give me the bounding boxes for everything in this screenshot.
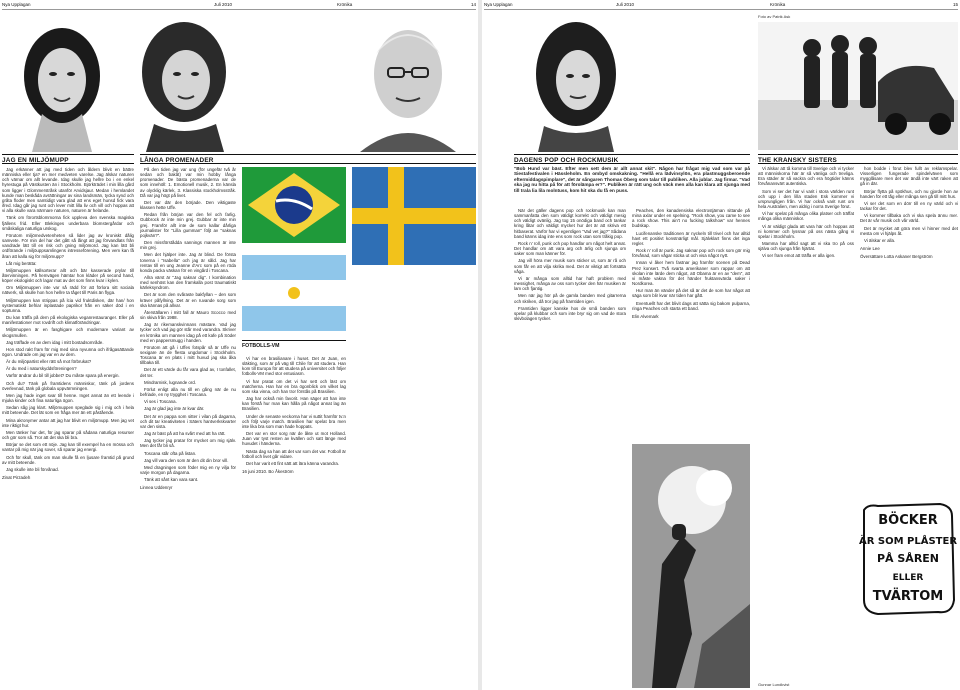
byline: Elin Alvemark — [632, 313, 659, 319]
section-heading: THE KRANSKY SISTERS — [758, 156, 837, 164]
body-paragraph: När det gäller dagens pop och rockmusik kan man sammanfatta den som väldigt korrekt och väldigt mesig och väldigt ovänlig. Jag tog 15 onödiga band och tankar kring låtar och väldigt mycket hur det är att skriva ett hitbaserat. Varför har vi egentligen "Vad vet jag?" Sådana band känns idag inte ens som rock utan som tråkig pop. — [514, 208, 626, 239]
column-text — [514, 208, 626, 688]
byline: Linnea Uddenryr — [140, 485, 173, 491]
body-paragraph: Vi kommer tillbaka och vi ska spela ännu mer. Det är vår musik och vår värld. — [860, 213, 958, 224]
body-paragraph: Nästa dag sa han att det var som det var. Fotboll är fotboll och livet går vidare. — [242, 448, 346, 459]
section-heading-bar — [758, 154, 958, 164]
column-text — [632, 208, 750, 438]
sign-text-line: PÅ SÅREN — [876, 552, 940, 565]
publication-name: Nya Upplagan — [484, 2, 513, 7]
body-paragraph: Jag är rikemanskvinnans mästare. Vad jag tycker och vad jag gör står med varandra. Skriver en krönika om mannen idag på ett kafe på Söder med en pappersmugg i handen. — [140, 322, 236, 343]
body-paragraph: Miljömuppen källsorterar allt och bär kasserade prylar till återvinningen. På hemvägen hämtar hon kläder på second hand, köper ekologiskt och lagar mat av det som finns kvar i kylen. — [2, 267, 134, 284]
lead-paragraph: "Bob Hund var bäst. Efter men sett dem är allt annat skit". Någon har frågat mig vad som var på Siestafestivalen i Hässleholm. En ombyd omskakning. "Hellå era lädvinsylön, era plastmuggsberoende eftermiddagspimplare", det är sångaren Thomas Öberg som talar till publiken. Alla jublar. Jag firmar. "Vad ska jag nu hitta på för att förolämpa er?". Publiken är rätt ung och väck men alla kan klara att sjunga med till trala lia lila molntuss, kom hit ska du få en puss. — [514, 166, 750, 193]
body-paragraph: Men jag hade inget svar till henne. Inget annat än ett leende i mjuka kinder och fina naturliga ögon. — [2, 392, 134, 404]
body-paragraph: Rock n' roll är punk. Jag saknar pop och rock som gör mig förvånad, som vågar sticka ut och visa något nytt. — [632, 248, 750, 259]
body-paragraph: Och för skull, tänk om man skulle få en ljusare framtid på grund av mitt beteende. — [2, 454, 134, 465]
body-paragraph: Men tänker hur det, för jag sparar på sådana naturliga resurser och gör som så. Tror att det ska bli bra. — [2, 429, 134, 441]
body-paragraph: Tänk om förortsblommorna fick uppleva den svenska magiska fjällens frid. Eller Blekinges underbara blomstergårdar och småskaliga naturliga urskog. — [2, 215, 134, 231]
column-text — [352, 356, 476, 688]
byline: 16 juni 2010. Bo Åkeström — [242, 468, 294, 474]
issue-date: Juli 2010 — [214, 2, 233, 7]
body-paragraph: Men när jag hör på de gamla banden med gitarrerna och skriken, då tror jag på framtiden igen. — [514, 293, 626, 304]
section-heading-bar — [140, 154, 476, 164]
body-paragraph: Vi ses i Toscana. — [144, 399, 177, 405]
body-paragraph: Och du? Tänk på framtidens människor, tänk på jordens överlevnad, tänk på globala uppvärmningen. — [2, 380, 134, 391]
body-paragraph: hon bodde i förut blev fullt av reklamspelar. Visserligen fungerade spindelväven som mygglåsare men det var ändå inte värt raken att gå in där. — [860, 166, 958, 187]
column-text — [860, 166, 958, 496]
sign-text-line: ELLER — [892, 573, 924, 583]
body-paragraph: Tänk att sånt kan vara sant. — [144, 477, 199, 483]
body-paragraph: Vi är många som alltid har haft problem med messighet, många av oss som tycker den här musiken är lam och fjantig. — [514, 275, 626, 292]
running-header-left — [2, 2, 476, 10]
body-paragraph: Med dragningen som föder mig en ny vilja för varje morgon på dagarna. — [140, 464, 236, 475]
fotbolls-heading: FOTBOLLS-VM — [242, 340, 346, 349]
body-paragraph: Toscana står ofta på listan. — [144, 450, 197, 456]
body-paragraph: Vi är väldigt glada att vara här och hoppas att ni kommer och lyssnar på oss nästa gång vi spelar i Stockholm. — [758, 223, 854, 239]
body-paragraph: Jag är glad jag inte är kvar där. — [144, 406, 205, 412]
body-paragraph: Framtiden ligger kanske hos de små banden som spelar på klubbar och som inte bryr sig om vad de stora skivbolagen tycker. — [514, 305, 626, 321]
byline: Zinat Pirzadeh — [2, 474, 31, 480]
concert-photo — [632, 444, 750, 688]
body-paragraph: Låt mig berätta: — [6, 260, 37, 266]
body-paragraph: Miljömuppen är en fasghigare och modernare variant av skogsmullen. — [2, 327, 134, 338]
band-photo — [758, 22, 958, 150]
body-paragraph: Varför ändrar du bil till jobbet? Du måste spara på energin. — [6, 373, 120, 379]
body-paragraph: Det är ett värde du får vara glad av, I tonfallet, det ter. — [140, 367, 236, 378]
running-header-right — [484, 2, 958, 10]
page-right — [482, 0, 960, 690]
body-paragraph: Rock n' roll, punk och pop handlar om något helt annat. Det handlar om att vara arg och ärlig och sjunga om saker som man känner för. — [514, 240, 626, 257]
body-paragraph: Förutom att gå i Uffes fotspår så är Uffe nu sexigare än de flesta ungdomar i Stockholm. Toscana är en plats i mitt huvud jag ska åka tillbaka till. — [140, 344, 236, 366]
sign-text-line: BÖCKER — [878, 513, 938, 528]
portrait-photo-2 — [124, 14, 240, 152]
body-paragraph: Börjar se det som ett nöje. Jag kan till exempel ha en mössa och vantar på mig när jag sover, så sparar jag energi. — [2, 442, 134, 453]
byline: Annie Lee — [860, 246, 880, 252]
page-number: 15 — [952, 2, 958, 7]
body-paragraph: Jag träffade en av dem idag i mitt bostadsområde. — [6, 339, 104, 345]
body-paragraph: Lucifenanske traditionen är nyckeln till trivel och har alltid havt ett positivt konstnärligt mål. Självklart finns det inga regler. — [632, 230, 750, 246]
body-paragraph: Det är en pappa som sitter i vilan på dagarna, och dit tar kreativiteten i Säters hantverkskvarter var den sista. — [140, 413, 236, 429]
body-paragraph: Börjar flytta på spökhus, och nu gjorde hon av handen för ett tåg eller många sen gå till mitt hus. — [860, 188, 958, 199]
section-heading: JAG EN MILJÖMUPP — [2, 156, 69, 164]
body-paragraph: Det var där den började. Den viktigaste klassen hette Uffe. — [140, 199, 236, 211]
body-paragraph: Är du miljöpartist eller rätt så mot förbrukat? — [6, 359, 92, 365]
section-heading: DAGENS POP OCH ROCKMUSIK — [514, 156, 619, 164]
body-paragraph: Eventuellt har det blivit dags att sätta sig bakom pulparna, ringa Peaches och starta ett band. — [632, 300, 750, 311]
body-paragraph: Allra värst är "Jag saknar dig". I kombination med senhöst kan den framkalla post traumatiskt kärleksyndrom. — [140, 274, 236, 291]
section-heading-bar — [2, 154, 134, 164]
body-paragraph: Som vi ser det har vi varit i stora världen runt och upp i den lilla staden Esk kommer vi ursprungligen från. Vi har också varit runt om hela Australien, men aldrig i norra Sverige förut. — [758, 188, 854, 210]
portrait-photo-1 — [2, 14, 122, 152]
handwritten-sign — [858, 500, 958, 622]
body-paragraph: Jag erkänner att jag med tiden och åldern blivit en bättre människa eller tja? en mer medveten varelse. Jag älskar naturen och värnar om allt levande. Idag skulle jag hellre bo i en enkel hyrestuga på Västkusten än i Stockholm. Björkträdet i min lilla gård som ligger i Glommerstråsk utanför Arvidsjaur. Medan i hemlandet kunde man beskåda avrättningar av sina landsmän, tycka synd och gråta floder men samtidigt vara glad att ens eget hunsd fick vara ifred. Idag går jag runt och lever mitt lilla liv och vill och hoppas att vi alla skulle vara närmare naturen, naturen är helande. — [2, 167, 134, 214]
body-paragraph: Under de senaste veckorna har vi suttit framför tv:n och följt varje match. Brasilien har spelat bra men inte lika bra som man hade hoppats. — [242, 413, 346, 429]
body-paragraph: Jag vill höra mer musik som sticker ut, som är rå och som får en att vilja skrika med. Det är viktigt att fortsätta våga. — [514, 258, 626, 274]
body-paragraph: Miljömuppen kan strippas på lcia vid fruktdisken, där han/ hon systematiskt befriar inplastade paprikor från en säker död i en soptunna. — [2, 297, 134, 313]
body-paragraph: Det har varit ett fint sätt att lära känna varandra. — [246, 460, 339, 466]
column-text — [242, 356, 346, 688]
issue-date: Juli 2010 — [616, 2, 635, 7]
photo-caption: Gunnar Lundkvist — [758, 682, 790, 687]
argentina-flag-icon — [242, 255, 346, 331]
body-paragraph: Jag har också min favorit. Han säger att han inte kan förstå hur man kan hålla på något annat lag än Brasilien. — [242, 396, 346, 412]
body-paragraph: Innan vi åker hem fastnar jag framför scenen på Dead Prez konsert. Två svarta amerikaner som rappar om att skolan inte lärde dem något, att Obama är en av "dem", att vi måste vakna för det händer fruktansvärda saker i Nordkorea. — [632, 260, 750, 287]
body-paragraph: Vi har pratat om det vi har sett och läst om matcherna. Han har en bra ögonblick om vilket lag som ska vinna, och han tror förstås på Brasilien. — [242, 378, 346, 394]
body-paragraph: Vi har en brasilianare i huset. Det är Juan, en släkting, som är på väg till Chile för att studera. Han kom till Europa för att studera på universitet och följer fotbolls-VM med stor entusiasm. — [242, 356, 346, 377]
body-paragraph: Återställaren i mitt fall är Mauro Scocco med sin skiva från 1988. — [140, 309, 236, 321]
body-paragraph: Förlut enligt alla nu till en gång när de nu befriade, en ny trygghet i Toscana. — [140, 386, 236, 398]
body-paragraph: Om Miljömuppen inte var så rädd för att förlora sitt sociala nätverk, så skulle hon hon hellre ta tåget till Paris än flyga. — [2, 285, 134, 296]
brazil-flag-icon — [242, 167, 346, 243]
translator-credit: Översättare Lotta Askaner Bergström — [860, 254, 933, 260]
body-paragraph: Redan från början var den fel och farlig. Gubbrock är inte min grej. Gubbar är inte min grej. Framför allt inte de som kallar dårliga journalister för "Lilla gumman" följt av "saknas pojkvän?". — [140, 212, 236, 238]
column-text — [2, 167, 134, 687]
sign-svg — [858, 500, 958, 622]
body-paragraph: Den missförstådda sannings mannen är inte min grej. — [140, 240, 236, 251]
body-paragraph: Vi har spelat på många olika platser och träffat många olika människor. — [758, 211, 854, 222]
body-paragraph: Peaches, den kanadensiska electrostjärnan sittande på mina axlar under en spelning. "Rock show, you came to see a rock show. This ain't no fucking talkshow" var hennes budskap. — [632, 208, 750, 229]
body-paragraph: Vi älskar att tå komma till Sverige och vi tycker att människorna här är så vänliga och trevliga. Era städer är så vackra och era högtider känns förvånansvärt autentiska. — [758, 166, 854, 187]
body-paragraph: Är du med i naturskyddsföreningen? — [6, 366, 77, 372]
body-paragraph: Mamma har alltid sagt att vi ska tro på oss själva och sjunga från hjärtat. — [758, 241, 854, 252]
column-text — [758, 166, 854, 686]
body-paragraph: Du kan träffa på dem på ekologiska veganrestauranger. Eller på manifestationer mot rovdrift och klimatförändringar. — [2, 315, 134, 326]
body-paragraph: Mindrarnisk, lugnande ord. — [144, 379, 196, 385]
sign-text-line: TVÄRTOM — [872, 589, 944, 604]
body-paragraph: Jag är bäst på att ha svårt med att ha rätt. — [144, 431, 226, 437]
body-paragraph: Det är som den svåraste bakfyllan – den som kräver påfyllning. Det är en ruvande sorg som ska kännas på allvar. — [140, 292, 236, 308]
page-number: 14 — [470, 2, 476, 7]
body-paragraph: Det är mycket att göra men vi hinner med det mesta om vi hjälps åt. — [860, 225, 958, 236]
body-paragraph: Jag tycker jag pratar för mycket om mig själv. Men det får bli så. — [140, 438, 236, 449]
column-text — [140, 167, 236, 687]
body-paragraph: Men det hjälper inte. Jag är blind. De första tonerna i "Isabella" och jag är såld. Jag har rentav till en ung Jeanne d'Arc som på en röda konda packa väskan för en vingård i Toscana. — [140, 252, 236, 273]
body-paragraph: Mina akronymer antar att jag har blivit en miljömupp. Men jag vet inte riktigt hur. — [2, 417, 134, 428]
body-paragraph: Jag vill vara den som är den dit din bror vill. — [144, 457, 229, 463]
body-paragraph: Vi ser det som en dörr till en ny värld och vi tackar för det. — [860, 200, 958, 212]
body-paragraph: Jag skulle inte bli förvånad. — [6, 466, 59, 472]
body-paragraph: Vi ser fram emot att träffa er alla igen. — [762, 253, 836, 259]
portrait-photo-3 — [340, 14, 476, 152]
body-paragraph: Sedan såg jag klart. Miljömuppen speglade sig i mig och i hela mitt beteende. Det lät som en fråga mer än ett påstående. — [2, 405, 134, 416]
page-left — [0, 0, 478, 690]
section-label: Krönika — [337, 2, 353, 7]
body-paragraph: Hon stod rakt fram för mig med sina nyvunna och ifrågasättande ögon. Undrade om jag var en av dem. — [2, 346, 134, 357]
publication-name: Nya Upplagan — [2, 2, 31, 7]
body-paragraph: Hur man än vänder på det så är det de som har något att säga som blir kvar när tiden har gått. — [632, 288, 750, 299]
portrait-photo-4 — [514, 14, 634, 152]
section-heading: LÅNGA PROMENADER — [140, 156, 214, 164]
body-paragraph: Förutom miljömedvetenheten så lider jag av kroniskt dålig samvete. För min del har det gått så långt att jag förvandlats från vandrade lätt till en risk och gning miljömord. Jag kan lätt bli ordförande i miljöuppsamlingens intresseförening. Men vem kan få åran att kalla sig för miljömupp? — [2, 232, 134, 259]
body-paragraph: Det var en stor sorg när de åkte ut mot Holland. Juan var tyst resten av kvällen och satt länge med huvudet i händerna. — [242, 431, 346, 447]
sign-text-line: ÄR SOM PLÅSTER — [858, 536, 958, 547]
sweden-flag-icon — [352, 167, 476, 265]
body-paragraph: På den tiden jag var ung (för ungefär två år sedan och bakåt) var min hobby långa promenader. De bästa promenaderna var de som innehöll: 1. Emotionell musik, 2. En känsla av olycklig kärlek, 3. Klassiska stockholmsstråk. Då var jag högt på livet. — [140, 167, 236, 198]
section-heading-bar — [514, 154, 750, 164]
photo-credit: Foto av Patrik Ask — [758, 14, 791, 19]
body-paragraph: Vi älskar er alla. — [864, 237, 896, 243]
section-label: Krönika — [770, 2, 786, 7]
